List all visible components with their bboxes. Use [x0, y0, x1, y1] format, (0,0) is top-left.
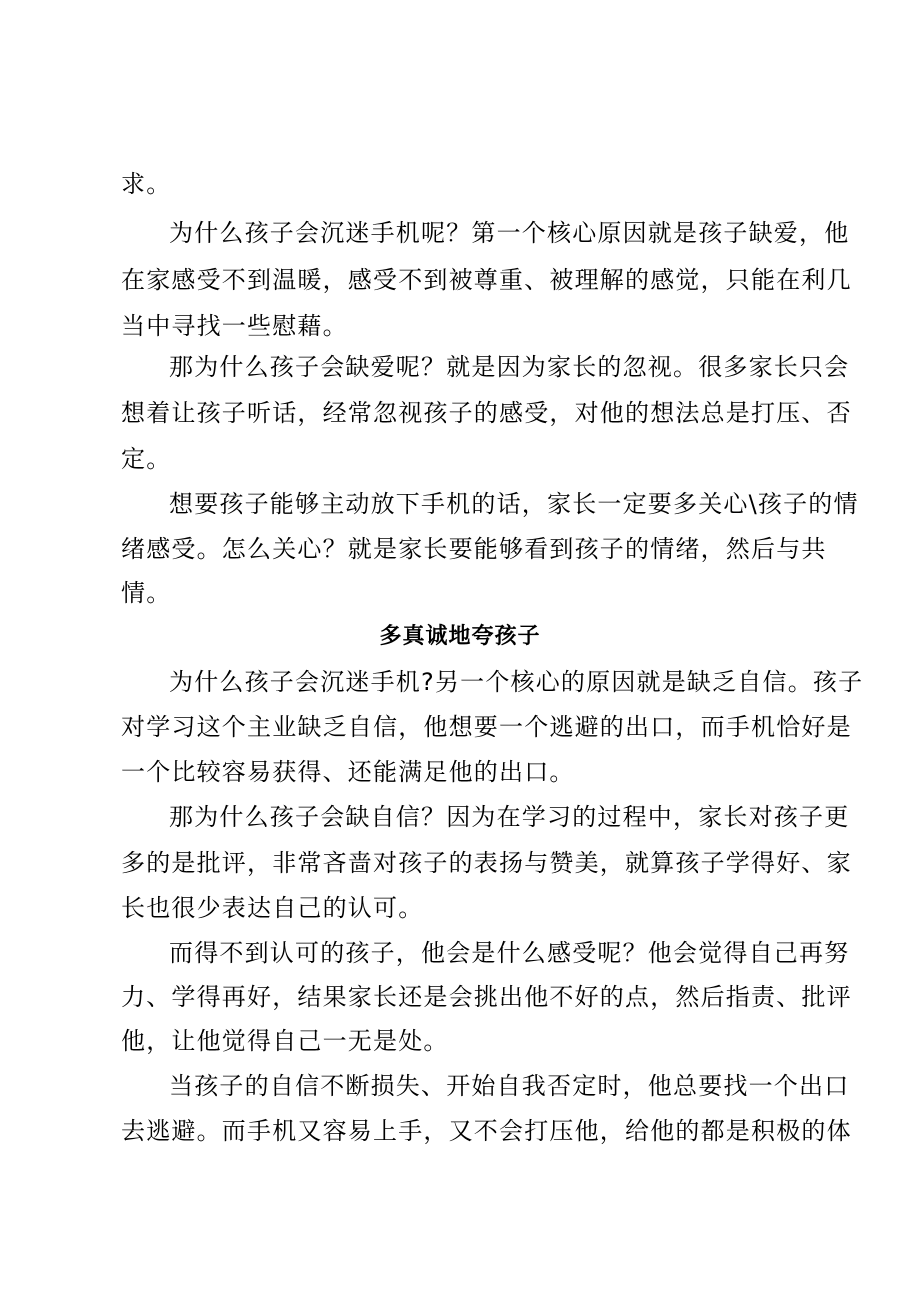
text-line: 在家感受不到温暖，感受不到被尊重、被理解的感觉，只能在利几 [121, 266, 852, 294]
text-line: 对学习这个主业缺乏自信，他想要一个逃避的出口，而手机恰好是 [121, 713, 852, 741]
paragraph-start: 想要孩子能够主动放下手机的话，家长一定要多关心\孩子的情 [169, 490, 859, 518]
text-line: 绪感受。怎么关心？就是家长要能够看到孩子的情绪，然后与共 [121, 535, 827, 563]
text-line: 情。 [121, 579, 172, 607]
text-line: 长也很少表达自己的认可。 [121, 894, 424, 922]
paragraph-start: 为什么孩子会沉迷手机呢？第一个核心原因就是孩子缺爱，他 [169, 219, 850, 247]
text-line: 去逃避。而手机又容易上手，又不会打压他，给他的都是积极的体 [121, 1117, 852, 1145]
text-line: 一个比较容易获得、还能满足他的出口。 [121, 758, 575, 786]
text-line: 多的是批评，非常吝啬对孩子的表扬与赞美，就算孩子学得好、家 [121, 849, 852, 877]
paragraph-start: 当孩子的自信不断损失、开始自我否定时，他总要找一个出口 [169, 1072, 850, 1100]
paragraph-start: 而得不到认可的孩子，他会是什么感受呢？他会觉得自己再努 [169, 939, 850, 967]
text-line: 求。 [121, 170, 172, 198]
paragraph-start: 那为什么孩子会缺自信？因为在学习的过程中，家长对孩子更 [169, 803, 850, 831]
text-line: 力、学得再好，结果家长还是会挑出他不好的点，然后指责、批评 [121, 983, 852, 1011]
text-line: 定。 [121, 445, 172, 473]
text-line: 当中寻找一些慰藉。 [121, 312, 348, 340]
text-line: 想着让孩子听话，经常忽视孩子的感受，对他的想法总是打压、否 [121, 399, 852, 427]
paragraph-start: 那为什么孩子会缺爱呢？就是因为家长的忽视。很多家长只会 [169, 353, 850, 381]
paragraph-start: 为什么孩子会沉迷手机?另一个核心的原因就是缺乏自信。孩子 [169, 668, 864, 696]
text-line: 他，让他觉得自己一无是处。 [121, 1027, 449, 1055]
section-heading: 多真诚地夸孩子 [379, 624, 541, 649]
